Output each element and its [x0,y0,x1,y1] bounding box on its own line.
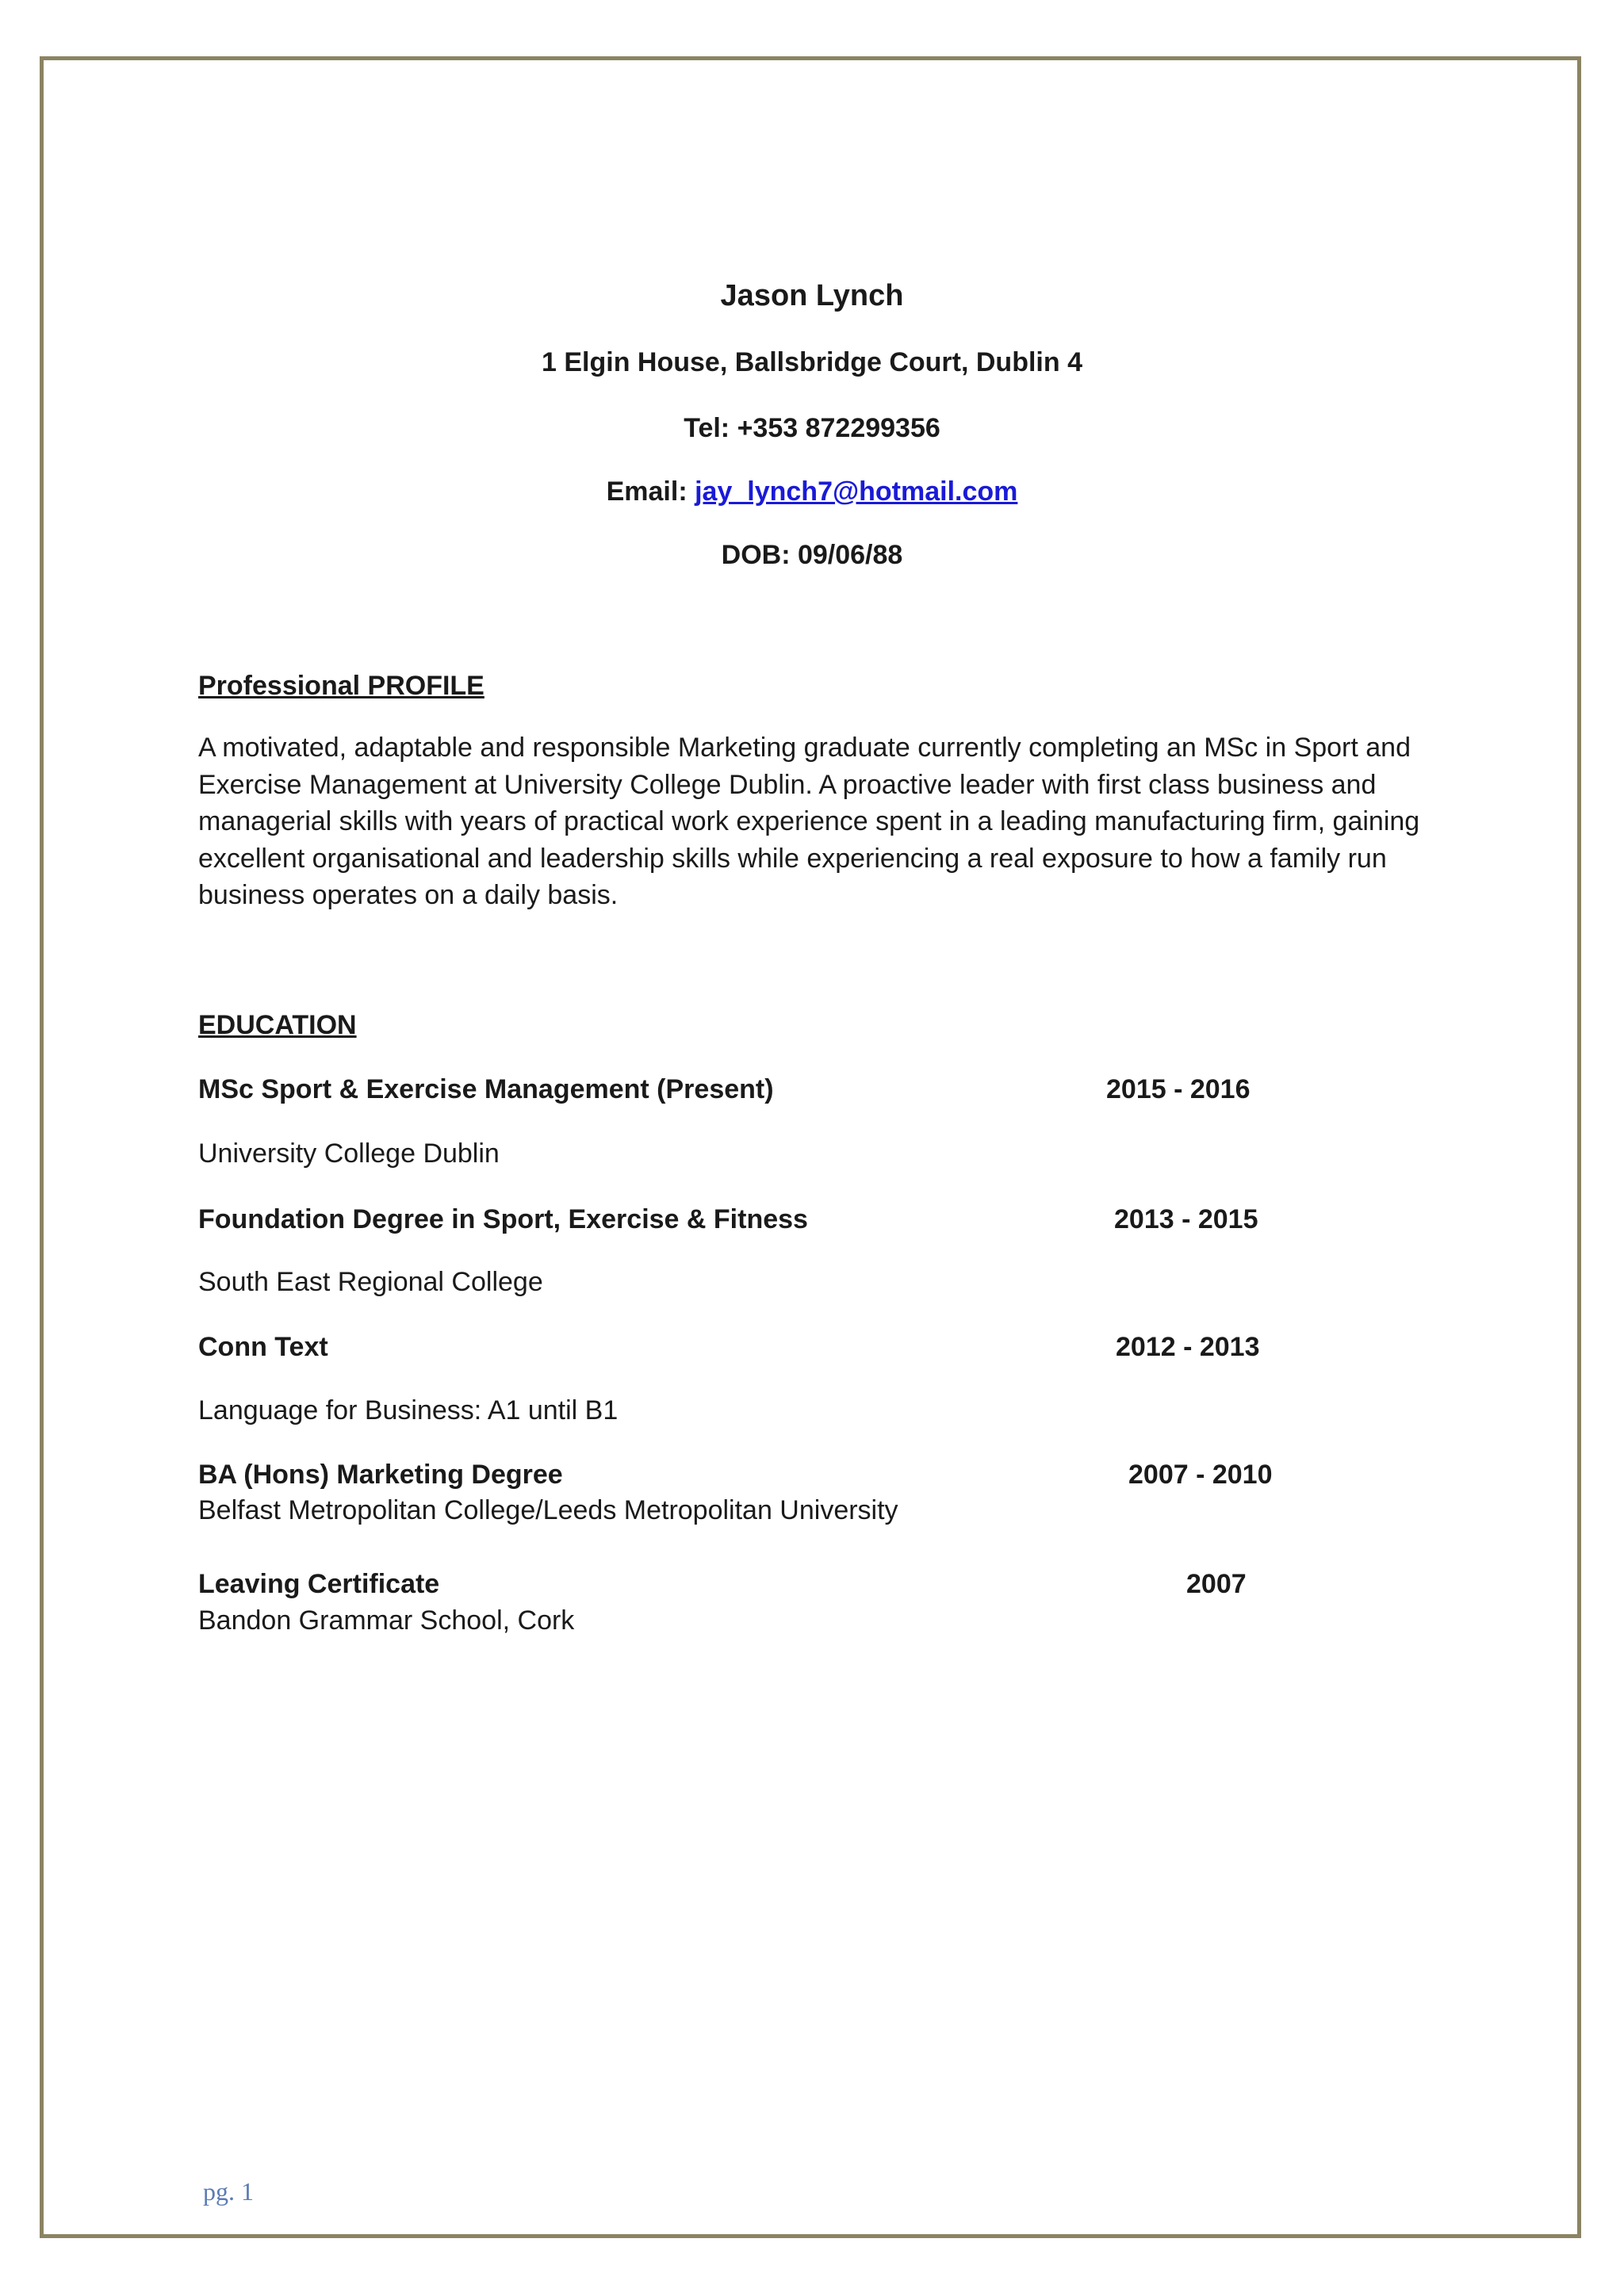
education-institution: Belfast Metropolitan College/Leeds Metropolitan University [198,1495,898,1525]
email-line [0,476,1624,507]
education-years: 2007 [1186,1569,1247,1599]
education-years: 2012 - 2013 [1116,1332,1260,1362]
email-link[interactable]: jay_lynch7@hotmail.com [695,476,1018,507]
email-label: Email: [606,476,695,507]
profile-text: A motivated, adaptable and responsible Marketing graduate currently completing an MSc in Sport and Exercise Management at University College Dublin. A proactive leader with first class business and managerial skills with years of practical work experience spent in a leading manufacturing firm, gaining excellent organisational and leadership skills while experiencing a real exposure to how a family run business operates on a daily basis. [198,733,1420,910]
education-title: Foundation Degree in Sport, Exercise & Fitness [198,1204,808,1234]
date-of-birth: DOB: 09/06/88 [721,540,903,570]
page-number: pg. 1 [203,2177,254,2206]
address: 1 Elgin House, Ballsbridge Court, Dublin 4 [542,347,1082,377]
education-years: 2007 - 2010 [1128,1460,1273,1490]
education-title: Conn Text [198,1332,328,1362]
candidate-name: Jason Lynch [720,279,904,312]
telephone: Tel: +353 872299356 [684,413,940,443]
education-institution: University College Dublin [198,1138,500,1169]
education-title: BA (Hons) Marketing Degree [198,1460,563,1490]
education-heading: EDUCATION [198,1010,357,1040]
education-institution: Bandon Grammar School, Cork [198,1605,575,1636]
education-years: 2013 - 2015 [1114,1204,1258,1234]
education-institution: Language for Business: A1 until B1 [198,1395,619,1425]
education-years: 2015 - 2016 [1106,1074,1251,1104]
education-title: Leaving Certificate [198,1569,440,1599]
education-institution: South East Regional College [198,1267,543,1297]
education-title: MSc Sport & Exercise Management (Present) [198,1074,774,1104]
profile-heading: Professional PROFILE [198,671,485,701]
